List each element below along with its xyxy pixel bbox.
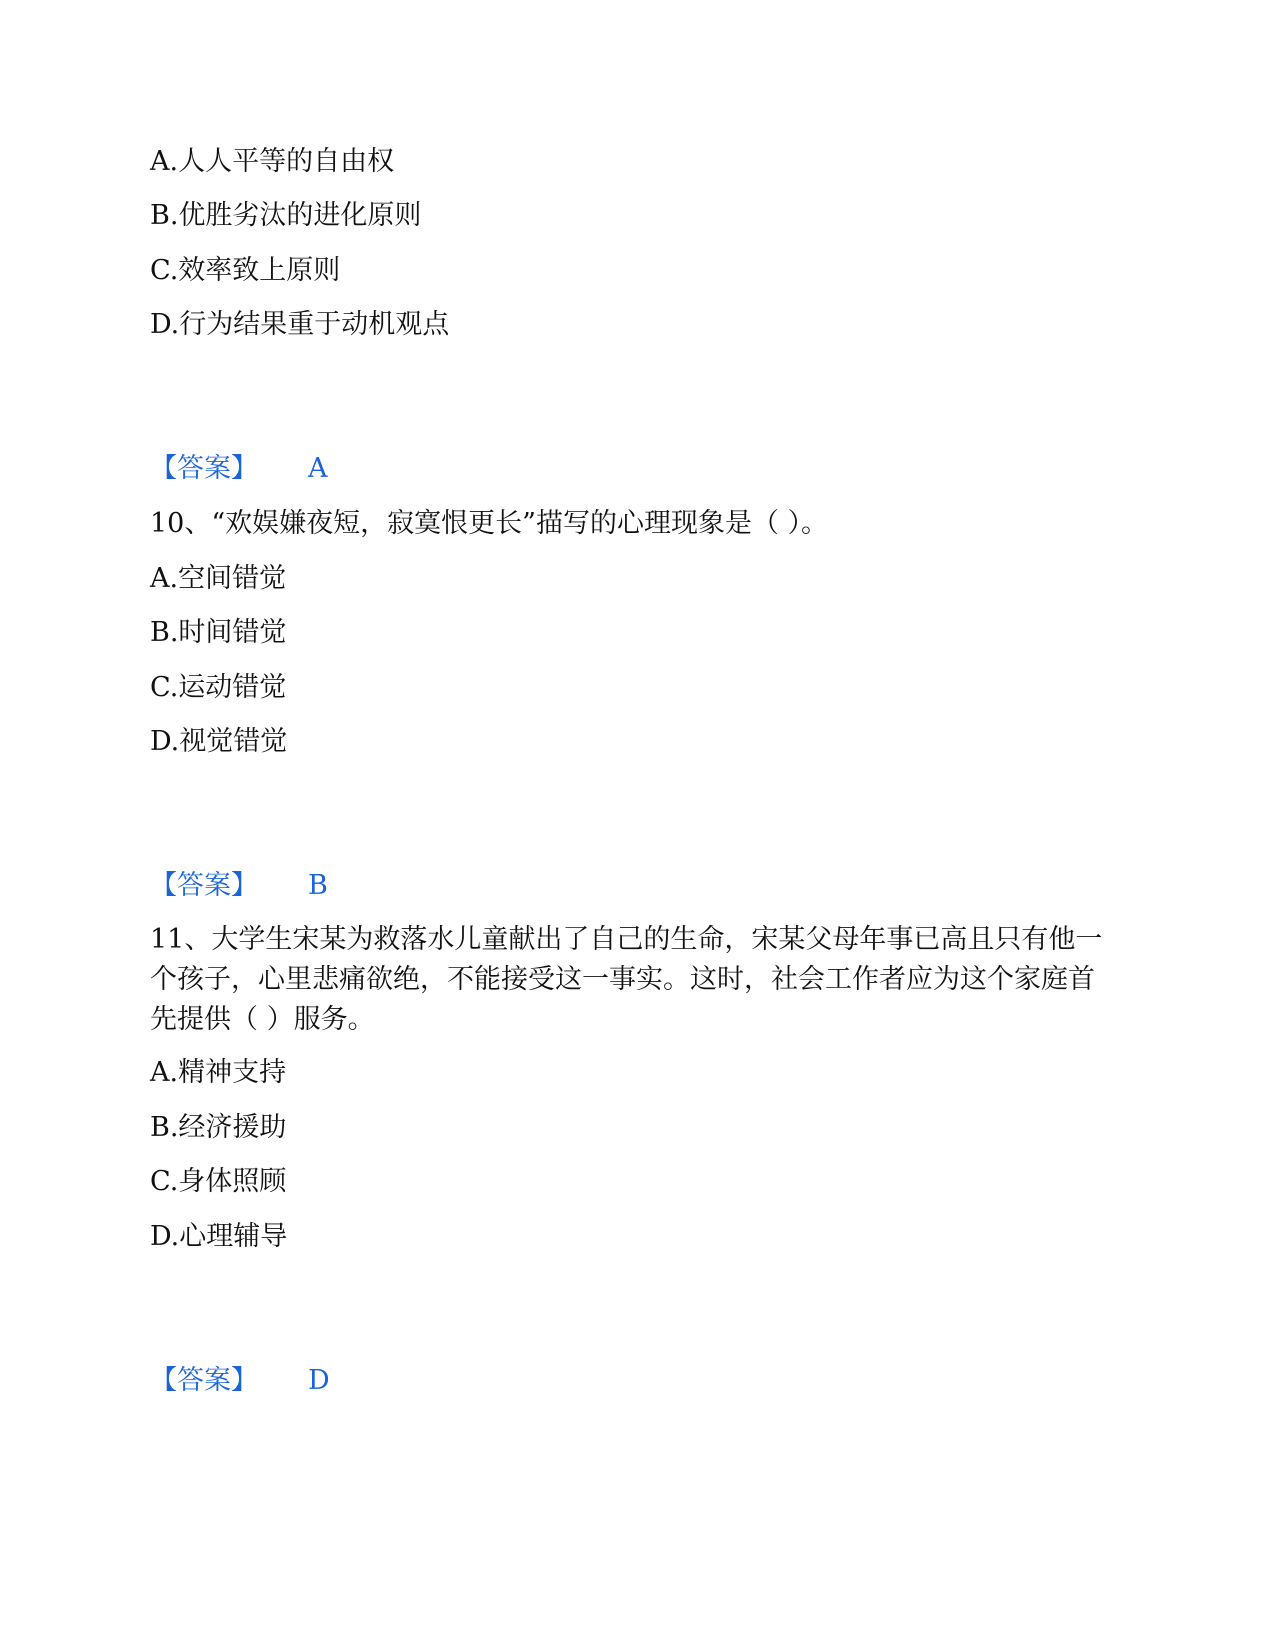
answer-letter: B xyxy=(308,870,328,901)
q10-option-c: C.运动错觉 xyxy=(150,672,287,703)
q11-question: 11、大学生宋某为救落水儿童献出了自己的生命，宋某父母年事已高且只有他一个孩子，心里悲痛欲绝，不能接受这一事实。这时，社会工作者应为这个家庭首先提供（ ）服务。 xyxy=(150,924,1103,1035)
q9-option-d: D.行为结果重于动机观点 xyxy=(150,309,450,340)
q11-option-c: C.身体照顾 xyxy=(150,1166,287,1197)
q10-question: 10、“欢娱嫌夜短，寂寞恨更长”描写的心理现象是（ ）。 xyxy=(150,508,829,539)
q11-option-d: D.心理辅导 xyxy=(150,1221,288,1252)
q11-option-b: B.经济援助 xyxy=(150,1112,287,1143)
q10-option-b: B.时间错觉 xyxy=(150,617,287,648)
q9-option-a: A.人人平等的自由权 xyxy=(150,146,395,177)
answer-letter: A xyxy=(308,453,328,484)
answer-label: 【答案】 xyxy=(150,870,258,901)
q9-answer-row xyxy=(150,454,328,484)
answer-label: 【答案】 xyxy=(150,453,258,484)
answer-letter: D xyxy=(308,1365,330,1396)
q11-option-a: A.精神支持 xyxy=(150,1057,287,1088)
q10-option-d: D.视觉错觉 xyxy=(150,726,288,757)
q9-option-c: C.效率致上原则 xyxy=(150,255,341,286)
q11-answer-row xyxy=(150,1366,330,1396)
q9-option-b: B.优胜劣汰的进化原则 xyxy=(150,200,422,231)
answer-label: 【答案】 xyxy=(150,1365,258,1396)
q10-option-a: A.空间错觉 xyxy=(150,563,287,594)
q10-answer-row xyxy=(150,871,328,901)
